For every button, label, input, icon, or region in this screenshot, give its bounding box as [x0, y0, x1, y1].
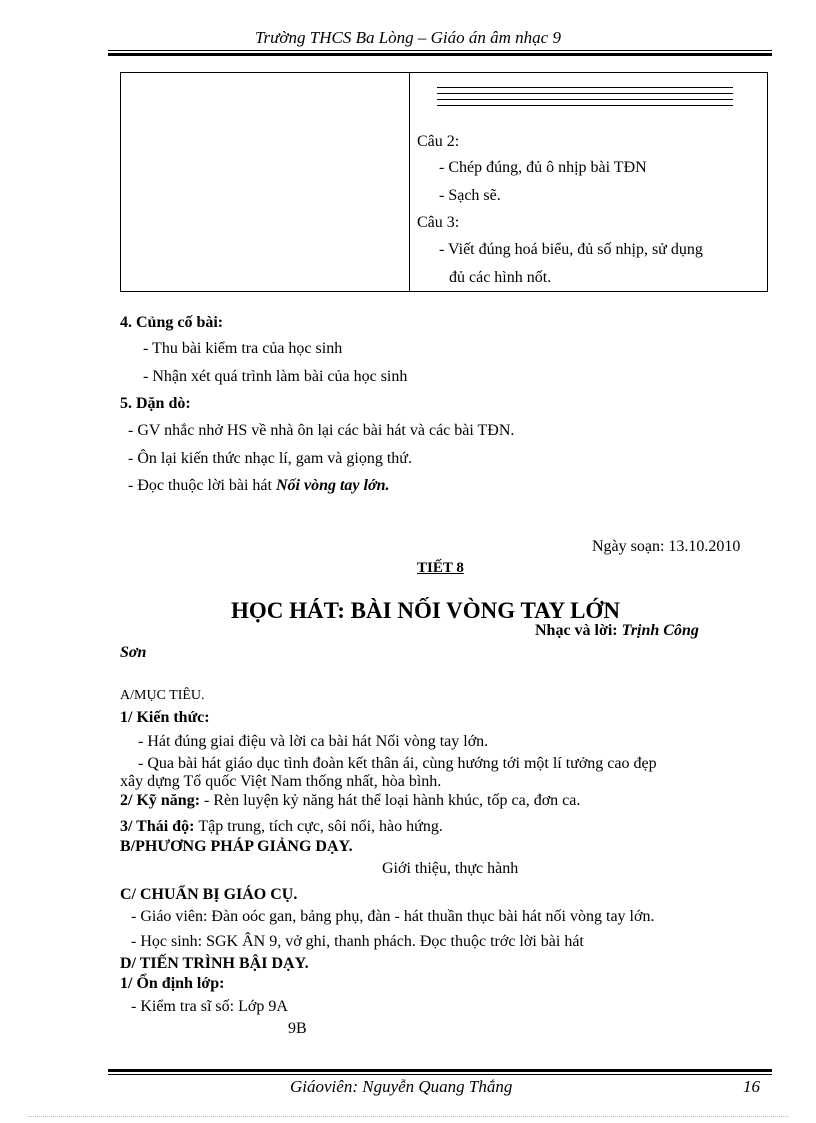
knowledge-heading: 1/ Kiến thức:	[120, 709, 210, 726]
section4-item: - Thu bài kiểm tra của học sinh	[143, 340, 343, 357]
skills-text: - Rèn luyện kỷ năng hát thể loại hành khúc, tốp ca, đơn ca.	[204, 792, 581, 809]
cau2-item: - Chép đúng, đủ ô nhịp bài TĐN	[439, 159, 647, 176]
cau2-label: Câu 2:	[417, 133, 460, 150]
section4-heading: 4. Củng cố bài:	[120, 314, 224, 331]
header-rule-thin	[108, 50, 772, 51]
cau2-item: - Sạch sẽ.	[439, 187, 501, 204]
section5-heading: 5. Dặn dò:	[120, 395, 191, 412]
table-rule	[437, 87, 733, 88]
page-edge	[28, 1116, 788, 1117]
attitude-text: Tập trung, tích cực, sôi nổi, hào hứng.	[198, 818, 443, 835]
cau3-item-cont: đủ các hình nốt.	[449, 269, 552, 286]
knowledge-text: - Hát đúng giai điệu và lời ca bài hát Nối vòng tay lớn.	[138, 733, 489, 750]
header-rule-thick	[108, 53, 772, 56]
method-text: Giới thiệu, thực hành	[382, 860, 519, 877]
attitude-heading: 3/ Thái độ:	[120, 818, 199, 835]
table-rule	[437, 105, 733, 106]
footer-teacher: Giáoviên: Nguyễn Quang Thắng	[290, 1077, 513, 1096]
footer-rule-thick	[108, 1069, 772, 1072]
composer-line	[535, 622, 699, 640]
step1-class: 9B	[288, 1020, 307, 1037]
page-number: 16	[743, 1077, 760, 1096]
method-heading: B/PHƯƠNG PHÁP GIẢNG DẠY.	[120, 838, 353, 855]
lesson-title: HỌC HÁT: BÀI NỐI VÒNG TAY LỚN	[231, 598, 620, 623]
table-rule	[437, 93, 733, 94]
footer-rule-thin	[108, 1074, 772, 1075]
composer-name: Trịnh Công	[621, 622, 699, 639]
song-title: nối vòng tay lớn.	[545, 908, 655, 925]
step1-text: - Kiểm tra sĩ số: Lớp 9A	[131, 998, 288, 1015]
section5-item: - GV nhắc nhở HS về nhà ôn lại các bài hát và các bài TĐN.	[128, 422, 515, 439]
cau3-item: - Viết đúng hoá biểu, đủ số nhịp, sử dụng	[439, 241, 703, 258]
skills-line	[120, 792, 580, 810]
composer-label: Nhạc và lời:	[535, 622, 622, 639]
date-prepared: Ngày soạn: 13.10.2010	[592, 538, 741, 555]
table-column-divider	[409, 73, 410, 291]
process-heading: D/ TIẾN TRÌNH BẬI DẠY.	[120, 955, 309, 972]
section5-item	[128, 477, 389, 495]
attitude-line	[120, 818, 443, 836]
composer-name-cont: Sơn	[120, 644, 147, 661]
knowledge-text-cont: xây dựng Tổ quốc Việt Nam thống nhất, hòa bình.	[120, 773, 442, 790]
song-title: Nối vòng tay lớn.	[275, 477, 390, 494]
section5-item-text: - Đọc thuộc lời bài hát	[128, 477, 276, 494]
section5-item: - Ôn lại kiến thức nhạc lí, gam và giọng thứ.	[128, 450, 412, 467]
skills-heading: 2/ Kỹ năng:	[120, 792, 205, 809]
prep-heading: C/ CHUẨN BỊ GIÁO CỤ.	[120, 886, 298, 903]
table-rule	[437, 99, 733, 100]
prep-teacher	[131, 908, 654, 926]
cau3-label: Câu 3:	[417, 214, 460, 231]
section4-item: - Nhận xét quá trình làm bài của học sinh	[143, 368, 408, 385]
objectives-heading: A/MỤC TIÊU.	[120, 688, 205, 703]
grading-table	[120, 72, 768, 292]
knowledge-text: - Qua bài hát giáo dục tình đoàn kết thân ái, cùng hướng tới một lí tưởng cao đẹp	[138, 755, 657, 772]
lesson-number: TIẾT 8	[417, 560, 464, 576]
prep-teacher-text: - Giáo viên: Đàn oóc gan, bảng phụ, đàn - hát thuần thục bài hát	[131, 908, 546, 925]
prep-student: - Học sinh: SGK ÂN 9, vở ghi, thanh phách. Đọc thuộc trớc lời bài hát	[131, 933, 584, 950]
page-header: Trường THCS Ba Lòng – Giáo án âm nhạc 9	[255, 28, 561, 47]
step1-heading: 1/ Ổn định lớp:	[120, 975, 225, 992]
